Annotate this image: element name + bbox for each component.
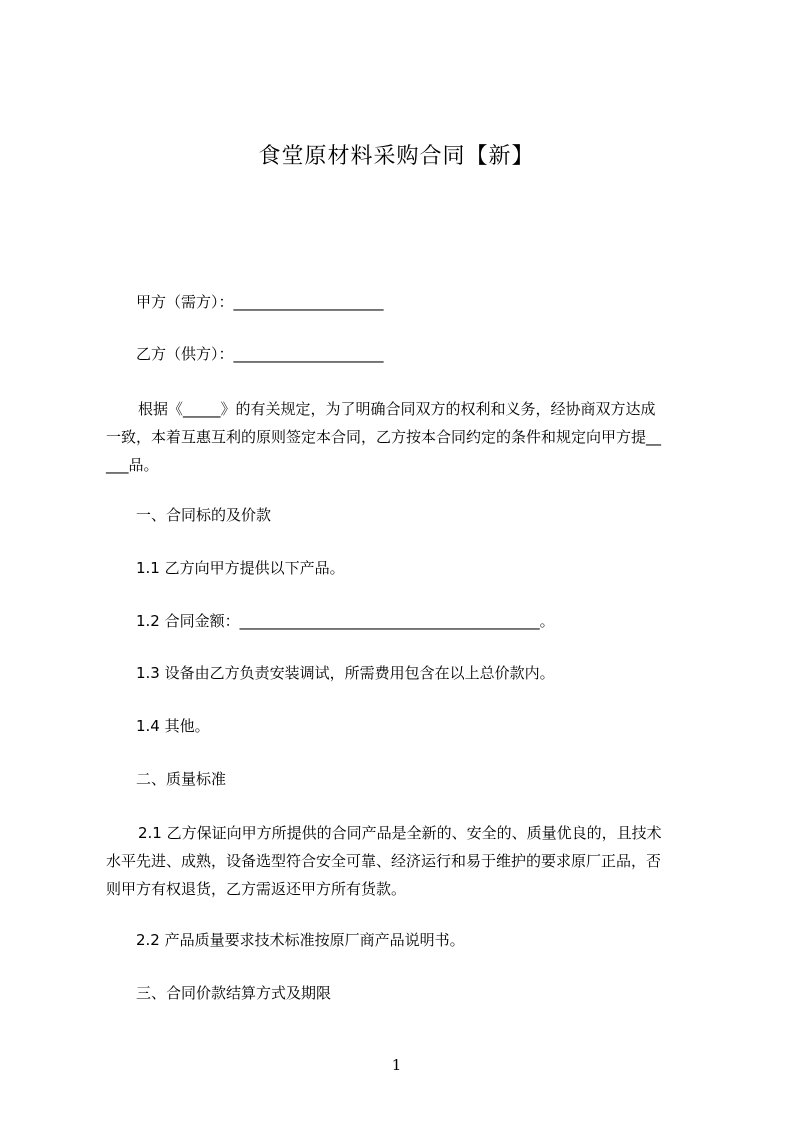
page-number: 1 (391, 1056, 402, 1074)
intro-line-1: 根据《_____》的有关规定，为了明确合同双方的权利和义务，经协商双方达成 (138, 400, 656, 418)
intro-line-2: 一致，本着互惠互利的原则签定本合同，乙方按本合同约定的条件和规定向甲方提__ (106, 428, 662, 446)
item-1-3: 1.3 设备由乙方负责安装调试，所需费用包含在以上总价款内。 (136, 664, 555, 682)
item-2-1-paragraph (106, 819, 702, 903)
item-2-2: 2.2 产品质量要求技术标准按原厂商产品说明书。 (136, 931, 465, 949)
item-1-2: 1.2 合同金额：________________________________________。 (136, 612, 555, 630)
item-2-1-line-3: 则甲方有权退货，乙方需返还甲方所有货款。 (106, 880, 407, 898)
section-2-heading: 二、质量标准 (136, 770, 227, 788)
section-1-heading: 一、合同标的及价款 (136, 506, 272, 524)
item-1-1: 1.1 乙方向甲方提供以下产品。 (136, 559, 345, 577)
item-2-1-line-1: 2.1 乙方保证向甲方所提供的合同产品是全新的、安全的、质量优良的，且技术 (138, 824, 662, 842)
party-b-line: 乙方（供方）：____________________ (136, 345, 384, 363)
section-3-heading: 三、合同价款结算方式及期限 (136, 984, 332, 1002)
item-1-4: 1.4 其他。 (136, 717, 210, 735)
item-2-1-line-2: 水平先进、成熟，设备选型符合安全可靠、经济运行和易于维护的要求原厂正品，否 (106, 852, 662, 870)
party-a-line: 甲方（需方）：____________________ (136, 293, 384, 311)
intro-line-3: ___品。 (106, 456, 159, 474)
intro-paragraph (106, 395, 702, 479)
document-title: 食堂原材料采购合同【新】 (258, 144, 535, 169)
